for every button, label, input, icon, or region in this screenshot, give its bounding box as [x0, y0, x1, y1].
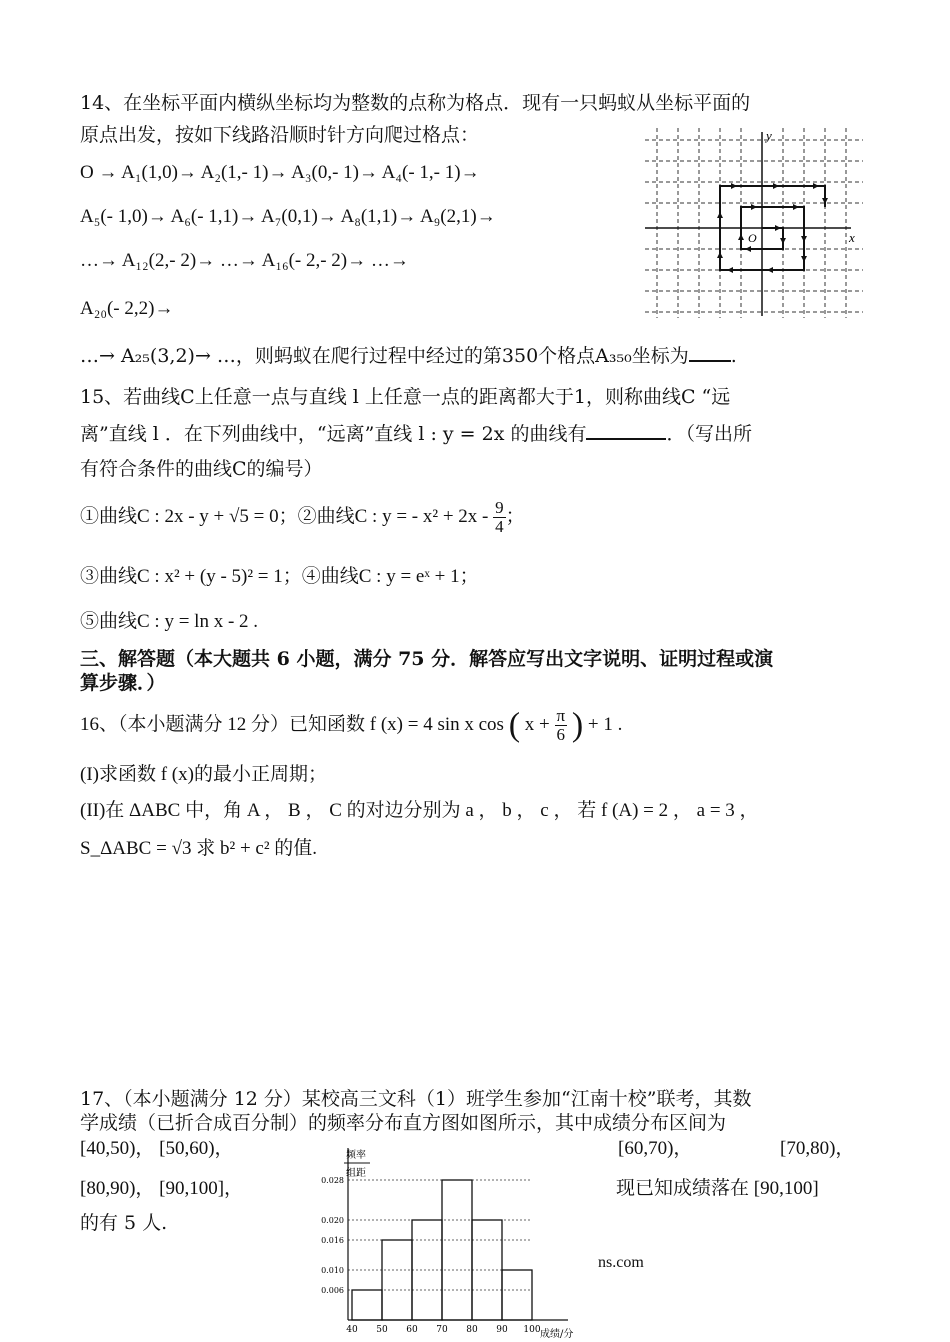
- x-tick-100: 100: [523, 1325, 541, 1335]
- q16-part-1: (I)求函数 f (x)的最小正周期；: [80, 764, 327, 785]
- lattice-figure: [645, 128, 863, 318]
- curve-1-2-end: ；: [505, 506, 525, 527]
- q14-line-2: 原点出发，按如下线路沿顺时针方向爬过格点：: [80, 124, 480, 146]
- histogram-bar-90-100: [502, 1270, 532, 1320]
- answer-blank-15[interactable]: [586, 420, 666, 440]
- q14-question-text: …→ A₂₅(3,2)→ …，则蚂蚁在爬行过程中经过的第350个格点A₃₅₀坐标为: [80, 345, 689, 367]
- y-tick-0.028: 0.028: [321, 1176, 344, 1185]
- right-paren: ): [571, 706, 584, 744]
- y-tick-0.020: 0.020: [321, 1216, 344, 1225]
- y-axis-label: y: [766, 128, 772, 143]
- x-tick-40: 40: [346, 1325, 358, 1335]
- fraction-numerator: 9: [495, 498, 504, 518]
- q14-period: .: [730, 345, 737, 367]
- histogram-bar-50-60: [382, 1240, 412, 1320]
- y-tick-0.016: 0.016: [321, 1236, 344, 1245]
- fraction-9-4: [493, 499, 506, 536]
- q15-line-1: 15、若曲线C上任意一点与直线 l 上任意一点的距离都大于1，则称曲线C “远: [80, 386, 731, 408]
- q14-question-line: [80, 342, 737, 369]
- fraction-pi-6: [555, 707, 568, 744]
- fraction-denominator: 4: [495, 517, 504, 537]
- q15-line-2-text: 离”直线 l ．在下列曲线中，“远离”直线 l : y = 2x 的曲线有: [80, 423, 587, 445]
- q15-line-2: [80, 420, 752, 447]
- q15-curve-1-2: [80, 494, 525, 540]
- y-tick-labels: [321, 1176, 344, 1295]
- q15-curve-3-4: ③曲线C : x² + (y - 5)² = 1；④曲线C : y = eˣ + 1；: [80, 566, 479, 587]
- q16-part-2-cont: S_ΔABC = √3 求 b² + c² 的值.: [80, 838, 318, 859]
- curve-1-2-text: ①曲线C : 2x - y + √5 = 0；②曲线C : y = - x² + 2x -: [80, 506, 489, 527]
- x-axis-title: 成绩/分: [540, 1329, 574, 1340]
- origin-label: O: [748, 231, 757, 245]
- fraction-pi: π: [556, 706, 566, 726]
- q14-path-line-3: …→ A₁₂(2,- 2)→ …→ A₁₆(- 2,- 2)→ …→: [80, 250, 409, 271]
- y-label-top: 频率: [346, 1150, 366, 1161]
- y-label-bottom: 组距: [346, 1168, 366, 1179]
- q16-arg: x +: [524, 714, 550, 735]
- q17-interval-5-6: [80,90)， [90,100]，: [80, 1178, 244, 1199]
- x-tick-50: 50: [376, 1325, 388, 1335]
- left-paren: (: [508, 706, 521, 744]
- x-tick-60: 60: [406, 1325, 418, 1335]
- histogram-bar-70-80: [442, 1180, 472, 1320]
- x-axis-label: x: [849, 230, 855, 245]
- fraction-six: 6: [556, 725, 566, 745]
- q16-line-1: [80, 702, 622, 749]
- histogram-axes: [348, 1148, 568, 1320]
- section-3-heading-cont: 算步骤．）: [80, 672, 166, 694]
- q17-interval-3: [60,70)，: [618, 1138, 693, 1159]
- q14-path-line-1: O → A₁(1,0)→ A₂(1,- 1)→ A₃(0,- 1)→ A₄(- 1,- 1)→: [80, 162, 480, 183]
- histogram-bars: [352, 1180, 532, 1320]
- q17-interval-1-2: [40,50)， [50,60)，: [80, 1138, 234, 1159]
- frequency-histogram: [300, 1140, 600, 1340]
- q14-line-1: 14、在坐标平面内横纵坐标均为整数的点称为格点．现有一只蚂蚁从坐标平面的: [80, 92, 751, 114]
- q15-line-3: 有符合条件的曲线C的编号）: [80, 458, 323, 480]
- q14-path-line-4: A₂₀(- 2,2)→: [80, 298, 174, 319]
- q17-given: 现已知成绩落在 [90,100]: [616, 1178, 819, 1199]
- q16-stem: 16、（本小题满分 12 分）已知函数 f (x) = 4 sin x cos: [80, 714, 504, 735]
- lattice-grid: [645, 128, 863, 318]
- answer-blank-14[interactable]: [689, 342, 731, 362]
- q16-tail: + 1 .: [587, 714, 623, 735]
- x-tick-80: 80: [466, 1325, 478, 1335]
- q16-part-2: (II)在 ΔABC 中，角 A ， B ， C 的对边分别为 a ， b ， c ， 若 f (A) = 2 ， a = 3 ，: [80, 800, 759, 821]
- q15-line-2-end: ．（写出所: [666, 423, 752, 445]
- y-tick-0.006: 0.006: [321, 1286, 344, 1295]
- watermark-text: ns.com: [598, 1254, 644, 1271]
- x-tick-70: 70: [436, 1325, 448, 1335]
- q14-path-line-2: A₅(- 1,0)→ A₆(- 1,1)→ A₇(0,1)→ A₈(1,1)→ A₉(2,1)→: [80, 206, 496, 227]
- q17-line-5: 的有 5 人.: [80, 1212, 168, 1234]
- x-tick-90: 90: [496, 1325, 508, 1335]
- histogram-dashed-lines: [348, 1180, 532, 1290]
- section-3-heading: 三、解答题（本大题共 6 小题，满分 75 分．解答应写出文字说明、证明过程或演: [80, 648, 774, 670]
- q17-line-2: 学成绩（已折合成百分制）的频率分布直方图如图所示，其中成绩分布区间为: [80, 1112, 727, 1134]
- histogram-bar-40-50: [352, 1290, 382, 1320]
- x-tick-labels: [346, 1325, 541, 1335]
- q17-line-1: 17、（本小题满分 12 分）某校高三文科（1）班学生参加“江南十校”联考，其数: [80, 1088, 752, 1110]
- q17-interval-4: [70,80)，: [780, 1138, 855, 1159]
- q15-curve-5: ⑤曲线C : y = ln x - 2 .: [80, 611, 259, 632]
- coordinate-axes: [645, 132, 851, 316]
- y-tick-0.010: 0.010: [321, 1266, 344, 1275]
